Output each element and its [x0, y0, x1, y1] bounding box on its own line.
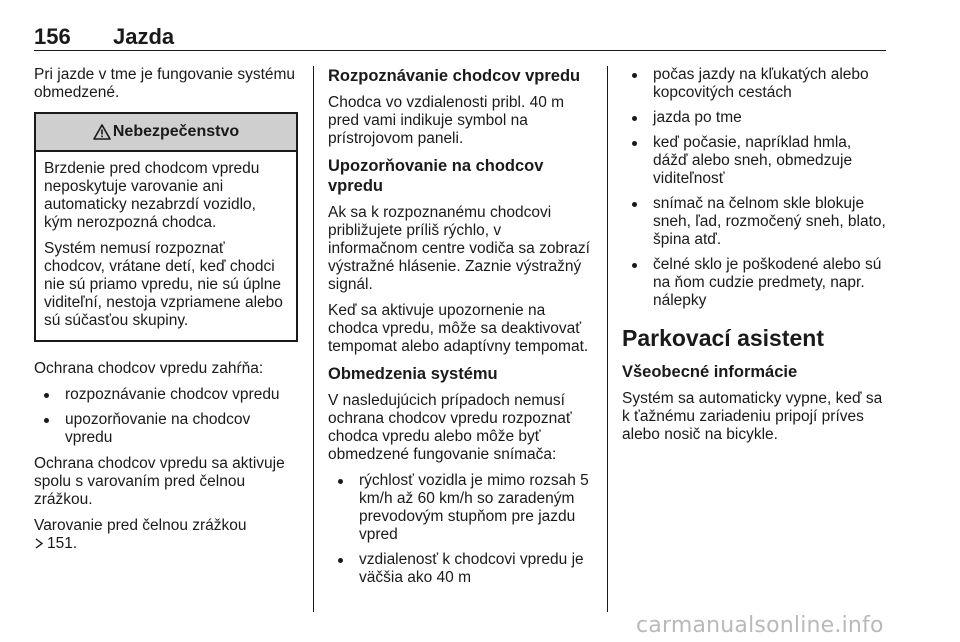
heading-parking-assist: Parkovací asistent [622, 325, 825, 351]
paragraph: Chodca vo vzdialenosti pribl. 40 m pred vami indikuje symbol na prístrojovom paneli. [328, 94, 565, 147]
section-title: Jazda [113, 24, 175, 49]
list-item: čelné sklo je poškodené alebo sú na ňom cudzie predmety, napr. nálepky [622, 256, 888, 310]
reference-text: Varovanie pred čelnou zrážkou [34, 517, 247, 534]
limitations-list-continued [622, 66, 888, 310]
watermark: carmanualsonline.info [636, 613, 884, 638]
column-1 [34, 66, 298, 561]
paragraph: V nasledujúcich prípadoch nemusí ochrana chodcov vpredu rozpoznať chodca vpredu alebo môže byť obmedzené fungovanie snímača: [328, 392, 572, 463]
list-item: upozorňovanie na chodcov vpredu [34, 411, 298, 447]
page-header [34, 24, 886, 51]
heading-system-limitations: Obmedzenia systému [328, 365, 498, 383]
heading-pedestrian-alert: Upozorňovanie na chodcov vpredu [328, 157, 544, 195]
list-item: rýchlosť vozidla je mimo rozsah 5 km/h až 60 km/h so zaradeným prevodovým stupňom pre jazdu vpred [328, 472, 592, 544]
bullet-icon [338, 479, 343, 484]
reference-page-link[interactable]: 151. [47, 535, 78, 552]
heading-general-info: Všeobecné informácie [622, 363, 798, 381]
activation-paragraph: Ochrana chodcov vpredu sa aktivuje spolu s varovaním pred čelnou zrážkou. [34, 455, 285, 508]
includes-label: Ochrana chodcov vpredu zahŕňa: [34, 360, 264, 377]
bullet-icon [632, 141, 637, 146]
intro-paragraph: Pri jazde v tme je fungovanie systému obmedzené. [34, 66, 296, 101]
page-reference-arrow-icon [34, 538, 44, 549]
warning-header [36, 114, 296, 152]
bullet-icon [338, 558, 343, 563]
column-3 [622, 66, 888, 452]
column-divider [607, 66, 608, 612]
column-divider [313, 66, 314, 612]
list-item: jazda po tme [622, 109, 888, 127]
list-item: vzdialenosť k chodcovi vpredu je väčšia ako 40 m [328, 551, 592, 587]
warning-body [36, 152, 296, 340]
warning-triangle-icon [93, 124, 111, 140]
paragraph: Systém sa automaticky vypne, keď sa k ťažnému zariadeniu pripojí príves alebo nosič na bicykle. [622, 390, 883, 443]
bullet-icon [44, 393, 49, 398]
list-item: rozpoznávanie chodcov vpredu [34, 386, 298, 404]
bullet-icon [632, 73, 637, 78]
bullet-icon [632, 202, 637, 207]
heading-pedestrian-detection: Rozpoznávanie chodcov vpredu [328, 67, 581, 85]
warning-paragraph: Brzdenie pred chodcom vpredu neposkytuje varovanie ani automaticky nezabrzdí vozidlo, kým nerozpozná chodca. [44, 160, 260, 231]
bullet-icon [632, 116, 637, 121]
warning-title: Nebezpečenstvo [112, 123, 240, 140]
includes-list [34, 386, 298, 447]
page-number: 156 [34, 24, 71, 49]
paragraph: Keď sa aktivuje upozornenie na chodca vpredu, môže sa deaktivovať tempomat alebo adaptívny tempomat. [328, 302, 589, 355]
limitations-list [328, 472, 592, 587]
reference-paragraph [34, 517, 298, 553]
paragraph: Ak sa k rozpoznanému chodcovi približujete príliš rýchlo, v informačnom centre vodiča sa zobrazí výstražné hlásenie. Zaznie výstražný signál. [328, 204, 590, 293]
bullet-icon [632, 263, 637, 268]
list-item: snímač na čelnom skle blokuje sneh, ľad, rozmočený sneh, blato, špina atď. [622, 195, 888, 249]
bullet-icon [44, 418, 49, 423]
warning-paragraph: Systém nemusí rozpoznať chodcov, vrátane detí, keď chodci nie sú priamo vpredu, nie sú úplne viditeľní, nestoja vzpriamene alebo sú súčasťou skupiny. [44, 240, 283, 329]
warning-box [34, 112, 298, 342]
list-item: keď počasie, napríklad hmla, dážď alebo sneh, obmedzuje viditeľnosť [622, 134, 888, 188]
list-item: počas jazdy na kľukatých alebo kopcovitých cestách [622, 66, 888, 102]
column-2 [328, 66, 592, 595]
